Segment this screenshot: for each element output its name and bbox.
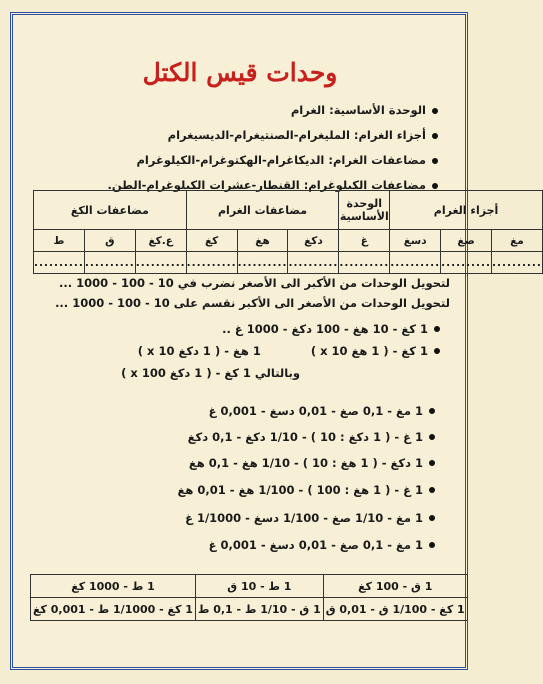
table-cell: .......... [34,252,85,274]
table-row [34,230,543,252]
table-cell: 1 ق - 100 كغ [323,575,467,598]
table-cell: كغ [186,230,237,252]
list-item: مضاعفات الكيلوغرام: القنطار-عشرات الكيلوغرام-الطن. [38,173,438,198]
table-cell: ط [34,230,85,252]
bullet-icon [434,326,440,332]
table-cell: صغ [441,230,492,252]
bullet-icon [429,434,435,440]
example-line: 1 مغ - 1/10 صغ - 1/100 دسغ - 1/1000 غ [185,511,435,525]
example-line: 1 دكغ - ( 1 هغ : 10 ) - 1/10 هغ - 0,1 هغ [189,456,435,470]
table-cell: 1 ط - 10 ق [195,575,323,598]
table-cell: 1 كغ - 1/1000 ط - 0,001 كغ [31,598,196,621]
conversion-rule-divide: لتحويل الوحدات من الأصغر الى الأكبر نقسم على 10 - 100 - 1000 ... [55,296,450,310]
table-header: الوحدة الأساسية [339,191,390,230]
table-cell: غ [339,230,390,252]
table-cell: .......... [84,252,135,274]
table-cell: هغ [237,230,288,252]
table-cell: 1 ق - 1/10 ط - 0,1 ط [195,598,323,621]
example-line: وبالتالي 1 كغ - ( 1 دكغ x 100 ) [121,366,300,380]
list-item: أجزاء الغرام: المليغرام-الصنتيغرام-الديسيغرام [38,123,438,148]
table-cell: .......... [441,252,492,274]
table-cell: .......... [135,252,186,274]
table-cell: ع.كغ [135,230,186,252]
table-cell: مغ [492,230,543,252]
table-header: مضاعفات الكغ [34,191,187,230]
table-cell: دسغ [390,230,441,252]
example-line: 1 كغ - ( 1 هغ x 10 ) 1 هغ - ( 1 دكغ x 10 ) [138,344,440,358]
table-cell: .......... [390,252,441,274]
example-line: 1 مغ - 0,1 صغ - 0,01 دسغ - 0,001 غ [209,404,435,418]
bullet-icon [429,515,435,521]
table-row [34,252,543,274]
table-cell: .......... [492,252,543,274]
table-cell: .......... [288,252,339,274]
table-row [31,575,468,598]
page-title: وحدات قيس الكتل [142,58,338,87]
list-item: مضاعفات الغرام: الديكاغرام-الهكتوغرام-الكيلوغرام [38,148,438,173]
bullet-icon [432,183,438,189]
table-header: أجزاء الغرام [390,191,543,230]
example-line: 1 مغ - 0,1 صغ - 0,01 دسغ - 0,001 غ [209,538,435,552]
example-line: 1 غ - ( 1 دكغ : 10 ) - 1/10 دكغ - 0,1 دكغ [188,430,435,444]
bullet-icon [432,158,438,164]
definitions-list [38,98,438,198]
example-line: 1 غ - ( 1 هغ : 100 ) - 1/100 هغ - 0,01 هغ [177,483,435,497]
list-item: الوحدة الأساسية: الغرام [38,98,438,123]
table-cell: .......... [186,252,237,274]
bullet-icon [429,542,435,548]
conversion-rule-multiply: لتحويل الوحدات من الأكبر الى الأصغر نضرب في 10 - 100 - 1000 ... [59,276,450,290]
bullet-icon [429,460,435,466]
table-cell: .......... [339,252,390,274]
bullet-icon [434,348,440,354]
units-table [33,190,543,274]
table-cell: .......... [237,252,288,274]
table-row [31,598,468,621]
bullet-icon [429,408,435,414]
bullet-icon [432,108,438,114]
table-cell: ق [84,230,135,252]
example-line: 1 كغ - 10 هغ - 100 دكغ - 1000 غ .. [222,322,440,336]
summary-table [30,574,468,621]
table-cell: دكغ [288,230,339,252]
bullet-icon [429,487,435,493]
table-cell: 1 ط - 1000 كغ [31,575,196,598]
table-header: مضاعفات الغرام [186,191,339,230]
bullet-icon [432,133,438,139]
table-cell: 1 كغ - 1/100 ق - 0,01 ق [323,598,467,621]
